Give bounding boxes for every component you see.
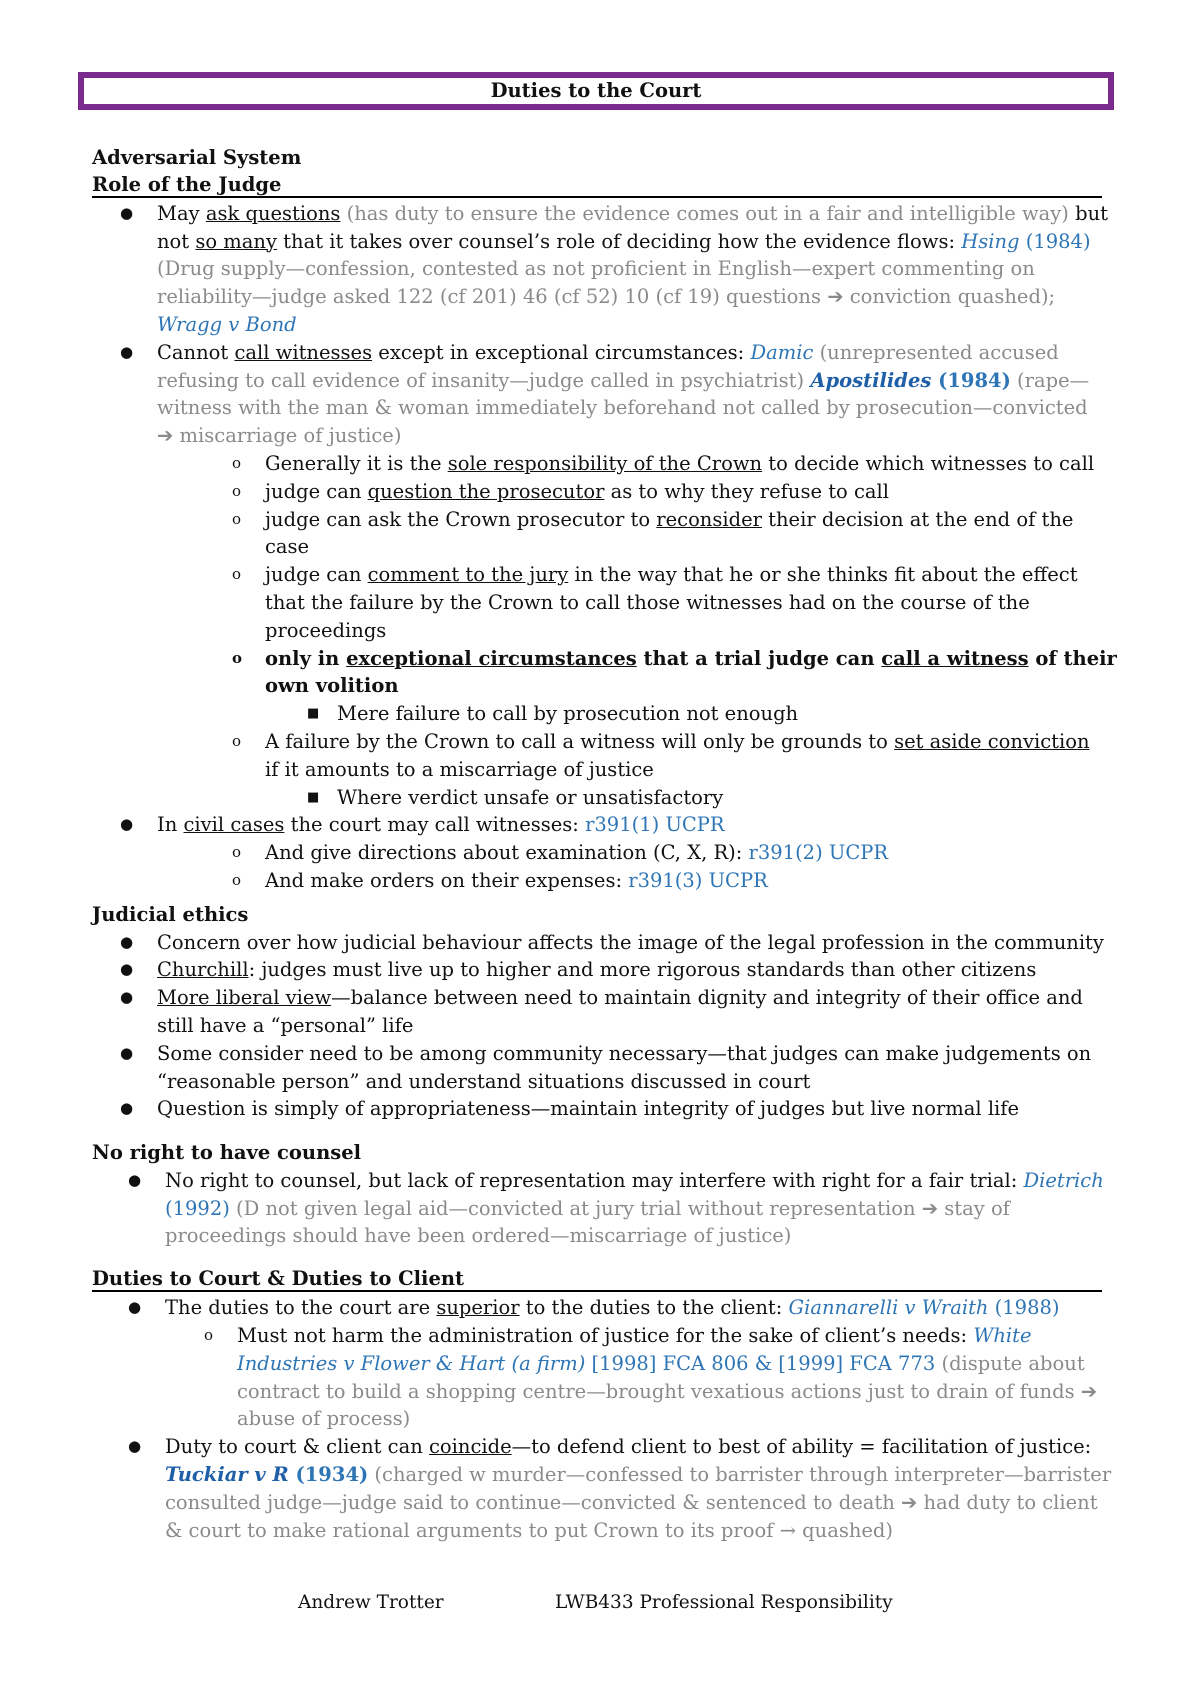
sub-list-item: o A failure by the Crown to call a witness will only be grounds to set aside conviction xyxy=(92,728,1102,756)
list-item-continued xyxy=(92,311,1102,339)
sub-list-item: o only in exceptional circumstances that a trial judge can call a witness of their xyxy=(92,645,1102,673)
page-footer xyxy=(0,1592,1200,1616)
list-item-continued: reliability—judge asked 122 (cf 201) 46 (cf 52) 10 (cf 19) questions ➔ conviction quashed); xyxy=(157,285,1056,309)
bullet-icon: ● xyxy=(128,1437,142,1456)
sub-list-item: o judge can comment to the jury in the way that he or she thinks fit about the effect xyxy=(92,561,1102,589)
case-link: Wragg v Bond xyxy=(157,312,297,336)
list-item-continued: (Drug supply—confession, contested as not proficient in English—expert commenting on xyxy=(157,257,1035,281)
sub-list-item-continued: contract to build a shopping centre—brought vexatious actions just to drain of funds ➔ xyxy=(237,1379,1098,1403)
sub-list-item-continued: if it amounts to a miscarriage of justice xyxy=(265,757,654,781)
list-item: ● The duties to the court are superior to the duties to the client: Giannarelli v Wraith (1988) xyxy=(92,1294,1102,1322)
footer-author: Andrew Trotter xyxy=(298,1592,444,1613)
sub-list-item: o judge can ask the Crown prosecutor to reconsider their decision at the end of the xyxy=(92,506,1102,534)
circle-bullet-icon: o xyxy=(232,870,242,889)
section-heading-adversarial: Adversarial System xyxy=(92,146,302,169)
sub-list-item-continued: own volition xyxy=(265,674,399,698)
list-item: ● Cannot call witnesses except in exceptional circumstances: Damic (unrepresented accused xyxy=(92,339,1102,367)
bullet-icon: ● xyxy=(120,342,134,361)
footer-course: LWB433 Professional Responsibility xyxy=(555,1592,893,1613)
list-item-continued: proceedings should have been ordered—miscarriage of justice) xyxy=(165,1224,792,1248)
sub-list-item: o And make orders on their expenses: r391(3) UCPR xyxy=(92,867,1102,895)
bullet-icon: ● xyxy=(120,960,134,979)
list-item: ● Duty to court & client can coincide—to defend client to best of ability = facilitation of justice: xyxy=(92,1433,1102,1461)
list-item-continued: not so many that it takes over counsel’s role of deciding how the evidence flows: Hsing (1984) xyxy=(157,229,1091,253)
list-item-continued: refusing to call evidence of insanity—judge called in psychiatrist) Apostilides (1984) (rape— xyxy=(157,368,1090,392)
square-bullet-icon: ■ xyxy=(307,706,320,722)
sub-sub-list-item: ■ Where verdict unsafe or unsatisfactory xyxy=(92,784,1102,812)
list-item-continued: consulted judge—judge said to continue—convicted & sentenced to death ➔ had duty to client xyxy=(165,1490,1098,1514)
circle-bullet-icon: o xyxy=(232,509,242,528)
sub-list-item: o Generally it is the sole responsibility of the Crown to decide which witnesses to call xyxy=(92,450,1102,478)
list-item: ● Question is simply of appropriateness—maintain integrity of judges but live normal life xyxy=(92,1095,1102,1123)
sub-list-item-continued: abuse of process) xyxy=(237,1407,411,1431)
list-item: ● No right to counsel, but lack of representation may interfere with right for a fair trial: Dietrich xyxy=(92,1167,1102,1195)
bullet-icon: ● xyxy=(120,203,134,222)
list-item-continued: ➔ miscarriage of justice) xyxy=(157,424,402,448)
list-item-continued: Tuckiar v R (1934) (charged w murder—confessed to barrister through interpreter—barrister xyxy=(165,1463,1112,1487)
bullet-icon: ● xyxy=(120,932,134,951)
circle-bullet-icon: o xyxy=(232,843,242,862)
notes-content xyxy=(92,144,1117,1544)
circle-bullet-icon: o xyxy=(232,565,242,584)
circle-bullet-icon: o xyxy=(232,453,242,472)
section-heading-judicial-ethics: Judicial ethics xyxy=(92,902,249,926)
section-heading-duties-court-client: Duties to Court & Duties to Client xyxy=(92,1266,1102,1292)
circle-bullet-icon: o xyxy=(204,1326,214,1345)
bullet-icon: ● xyxy=(120,1099,134,1118)
section-heading-role-of-judge: Role of the Judge xyxy=(92,172,1102,198)
sub-list-item: o And give directions about examination (C, X, R): r391(2) UCPR xyxy=(92,839,1102,867)
circle-bullet-icon: o xyxy=(232,481,242,500)
sub-sub-list-item: ■ Mere failure to call by prosecution not enough xyxy=(92,700,1102,728)
list-item-continued: & court to make rational arguments to put Crown to its proof → quashed) xyxy=(165,1518,894,1542)
sub-list-item-continued: case xyxy=(265,535,310,559)
list-item: ● Some consider need to be among community necessary—that judges can make judgements on xyxy=(92,1040,1102,1068)
sub-list-item-continued: that the failure by the Crown to call those witnesses had on the course of the xyxy=(265,590,1030,614)
list-item: ● Churchill: judges must live up to higher and more rigorous standards than other citizens xyxy=(92,956,1102,984)
list-item: ● In civil cases the court may call witnesses: r391(1) UCPR xyxy=(92,811,1102,839)
list-item: ● Concern over how judicial behaviour affects the image of the legal profession in the community xyxy=(92,929,1102,957)
circle-bullet-icon: o xyxy=(232,731,242,750)
sub-list-item-continued: proceedings xyxy=(265,618,387,642)
sub-list-item: o Must not harm the administration of justice for the sake of client’s needs: White xyxy=(92,1322,1102,1350)
list-item: ● May ask questions (has duty to ensure the evidence comes out in a fair and intelligible way) but xyxy=(92,200,1102,228)
bullet-icon: ● xyxy=(128,1298,142,1317)
list-item-continued: “reasonable person” and understand situations discussed in court xyxy=(157,1069,811,1093)
section-heading-no-right-to-counsel: No right to have counsel xyxy=(92,1141,362,1165)
list-item-continued: still have a “personal” life xyxy=(157,1013,414,1037)
sub-list-item: o judge can question the prosecutor as to why they refuse to call xyxy=(92,478,1102,506)
list-item: ● More liberal view—balance between need to maintain dignity and integrity of their office and xyxy=(92,984,1102,1012)
circle-bullet-icon: o xyxy=(232,648,243,667)
sub-list-item-continued: Industries v Flower & Hart (a firm) [1998] FCA 806 & [1999] FCA 773 (dispute about xyxy=(237,1351,1085,1375)
bullet-icon: ● xyxy=(128,1170,142,1189)
list-item-continued: witness with the man & woman immediately beforehand not called by prosecution—convicted xyxy=(157,396,1088,420)
bullet-icon: ● xyxy=(120,815,134,834)
page-title-box xyxy=(78,72,1114,110)
bullet-icon: ● xyxy=(120,988,134,1007)
bullet-icon: ● xyxy=(120,1043,134,1062)
list-item-continued: (1992) (D not given legal aid—convicted at jury trial without representation ➔ stay of xyxy=(165,1196,1010,1220)
page-title: Duties to the Court xyxy=(490,79,702,102)
square-bullet-icon: ■ xyxy=(307,789,320,805)
